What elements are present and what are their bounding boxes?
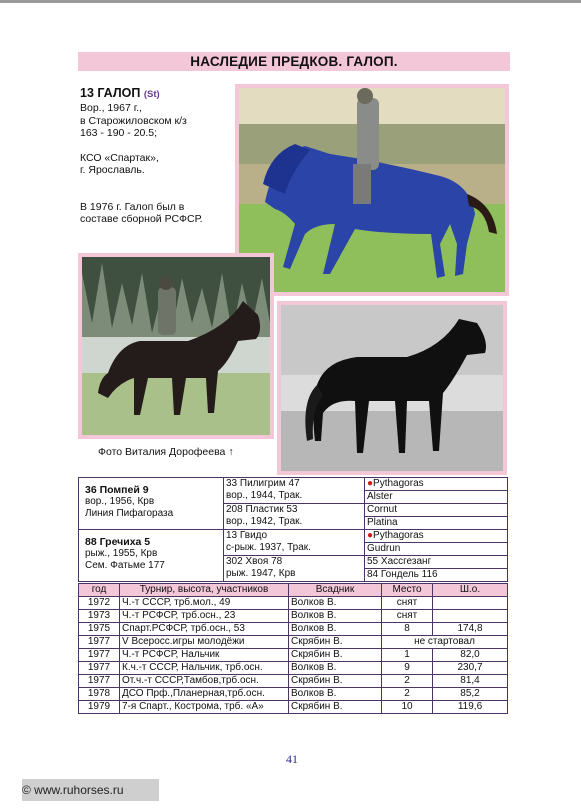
horse-info [80,86,240,226]
sire-line2: Линия Пифагораза [85,508,174,519]
table-cell: 1977 [79,636,120,649]
table-cell: Ч.-т СССР, трб.мол., 49 [120,597,289,610]
table-cell: Скрябин В. [289,649,382,662]
table-cell: К.ч.-т СССР, Нальчик, трб.осн. [120,662,289,675]
ancestor-cell: Gudrun [365,543,508,556]
table-cell: 2 [382,688,433,701]
table-cell: ДСО Прф.,Планерная,трб.осн. [120,688,289,701]
horse-line2: в Старожиловском к/з [80,114,187,127]
table-cell: 9 [382,662,433,675]
pedigree-dam [79,530,224,582]
dam-sire [224,530,365,556]
table-cell: Волков В. [289,597,382,610]
dam-line2: Сем. Фатьме 177 [85,560,165,571]
horse-owner1: КСО «Спартак», [80,151,159,164]
table-cell: Спарт.РСФСР, трб.осн., 53 [120,623,289,636]
sire-line1: вор., 1956, Крв [85,496,155,507]
horse-owner2: г. Ярославль. [80,164,145,176]
ancestor-cell: Cornut [365,504,508,517]
pedigree-table [78,477,508,582]
photo-rider-forest [78,253,274,439]
table-cell: 1979 [79,701,120,714]
sire-sire-line1: 33 Пилигрим 47 [226,478,300,489]
horse-name: 13 ГАЛОП (St) [80,86,160,100]
ancestor-cell: 84 Гондель 116 [365,569,508,582]
table-cell: 10 [382,701,433,714]
ancestor-cell: Alster [365,491,508,504]
photo-blue-horse [235,84,509,296]
table-cell: 81,4 [433,675,508,688]
table-cell: Ч.-т РСФСР, трб.осн., 23 [120,610,289,623]
horse-note2: составе сборной РСФСР. [80,213,203,225]
table-cell: 1977 [79,662,120,675]
dam-dam-line1: 302 Хвоя 78 [226,556,283,567]
ancestor-cell: Platina [365,517,508,530]
table-row [79,675,508,688]
table-cell: 82,0 [433,649,508,662]
table-cell: 1973 [79,610,120,623]
table-row [79,597,508,610]
table-row [79,623,508,636]
sire-dam-line1: 208 Пластик 53 [226,504,298,515]
table-cell [433,597,508,610]
breed-code: (St) [143,89,160,100]
col-place: Место [382,584,433,597]
site-credit: © www.ruhorses.ru [22,779,159,801]
table-cell: Ч.-т РСФСР, Нальчик [120,649,289,662]
table-cell: 174,8 [433,623,508,636]
table-cell: 85,2 [433,688,508,701]
dam-dam-line2: рыж. 1947, Крв [226,568,296,579]
sire-sire-line2: вор., 1944, Трак. [226,490,303,501]
table-cell: Волков В. [289,610,382,623]
table-cell: От.ч.-т СССР,Тамбов,трб.осн. [120,675,289,688]
table-row [79,610,508,623]
table-cell: 230,7 [433,662,508,675]
page-title: НАСЛЕДИЕ ПРЕДКОВ. ГАЛОП. [78,52,510,71]
table-row [79,649,508,662]
ancestor-cell: ●Pythagoras [365,530,508,543]
col-rider: Всадник [289,584,382,597]
results-table [78,583,508,714]
table-cell: Скрябин В. [289,675,382,688]
table-cell: Волков В. [289,688,382,701]
table-cell: снят [382,597,433,610]
col-event: Турнир, высота, участников [120,584,289,597]
table-cell: 1972 [79,597,120,610]
dam-sire-line2: с-рыж. 1937, Трак. [226,542,311,553]
table-cell: 7-я Спарт., Кострома, трб. «А» [120,701,289,714]
table-cell: 1977 [79,675,120,688]
marker-dot: ● [367,478,374,489]
col-year: год [79,584,120,597]
marker-dot: ● [367,530,374,541]
sire-name: 36 Помпей 9 [85,484,149,496]
table-cell: 1 [382,649,433,662]
ancestor-cell: 55 Хассгезанг [365,556,508,569]
table-cell: Волков В. [289,662,382,675]
photo-dark-horse [277,301,507,475]
table-cell: Волков В. [289,623,382,636]
top-rule [0,0,581,3]
sire-dam-line2: вор., 1942, Трак. [226,516,303,527]
dam-sire-line1: 13 Гвидо [226,530,268,541]
table-row [79,701,508,714]
table-cell: 1977 [79,649,120,662]
horse-note1: В 1976 г. Галоп был в [80,200,185,213]
photo-caption: Фото Виталия Дорофеева ↑ [98,446,234,458]
dam-name: 88 Гречиха 5 [85,536,151,548]
sire-sire [224,478,365,504]
horse-measures: 163 - 190 - 20.5; [80,127,158,139]
table-cell: Скрябин В. [289,701,382,714]
page-number: 41 [286,752,298,766]
col-score: Ш.о. [433,584,508,597]
table-cell: 1975 [79,623,120,636]
table-cell: V Всеросс.игры молодёжи [120,636,289,649]
table-row [79,688,508,701]
horse-line1: Вор., 1967 г., [80,102,143,114]
table-cell: 119,6 [433,701,508,714]
dam-dam [224,556,365,582]
ancestor-cell: ●Pythagoras [365,478,508,491]
table-cell: снят [382,610,433,623]
table-cell [433,610,508,623]
table-cell: 2 [382,675,433,688]
table-cell: Скрябин В. [289,636,382,649]
sire-dam [224,504,365,530]
pedigree-sire [79,478,224,530]
table-cell: не стартовал [382,636,508,649]
table-row [79,662,508,675]
results-header [79,584,508,597]
table-cell: 1978 [79,688,120,701]
table-row [79,636,508,649]
dam-line1: рыж., 1955, Крв [85,548,158,559]
table-cell: 8 [382,623,433,636]
